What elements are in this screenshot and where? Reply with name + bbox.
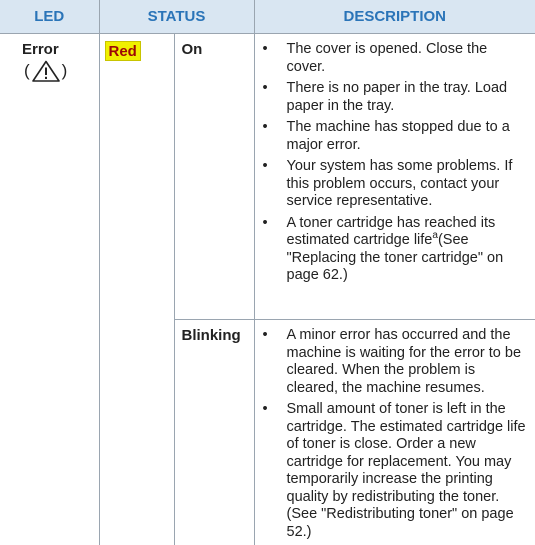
led-icon-group (0, 59, 99, 82)
table-row (0, 34, 535, 320)
header-led: LED (0, 0, 99, 34)
list-item: • The machine has stopped due to a major error. (263, 119, 528, 154)
paren-open: ( (24, 62, 30, 80)
toner-life-text: A toner cartridge has reached its estimated cartridge life (287, 215, 496, 249)
description-list-on (255, 34, 535, 285)
led-cell (0, 34, 99, 545)
description-cell-on (254, 34, 535, 320)
list-item: • A minor error has occurred and the machine is waiting for the error to be cleared. When the problem is cleared, the machine resumes. (263, 327, 528, 397)
warning-triangle-icon (32, 60, 60, 82)
footnote-marker: a (432, 230, 438, 241)
led-name: Error (0, 34, 99, 59)
description-cell-blinking (254, 320, 535, 545)
header-description: DESCRIPTION (254, 0, 535, 34)
toner-life-reference: (See "Replacing the toner cartridge" on page 62.) (287, 232, 504, 283)
color-label-red: Red (105, 41, 141, 61)
description-list-blinking (255, 320, 535, 541)
state-blinking-label: Blinking (175, 320, 254, 345)
list-item: • Small amount of toner is left in the cartridge. The estimated cartridge life of toner is close. Order a new cartridge for replacement. You may temporarily increase the printing quality by redistributing the toner. (See "Redistributing toner" on page 52.) (263, 401, 528, 541)
list-item (263, 215, 528, 285)
state-cell-on (174, 34, 254, 320)
paren-close: ) (62, 62, 68, 80)
list-item: • Your system has some problems. If this problem occurs, contact your service representative. (263, 158, 528, 211)
state-cell-blinking (174, 320, 254, 545)
state-on-label: On (175, 34, 254, 59)
list-item: • The cover is opened. Close the cover. (263, 41, 528, 76)
list-item: • There is no paper in the tray. Load paper in the tray. (263, 80, 528, 115)
table-header-row (0, 0, 535, 34)
color-cell (99, 34, 174, 545)
header-status: STATUS (99, 0, 254, 34)
